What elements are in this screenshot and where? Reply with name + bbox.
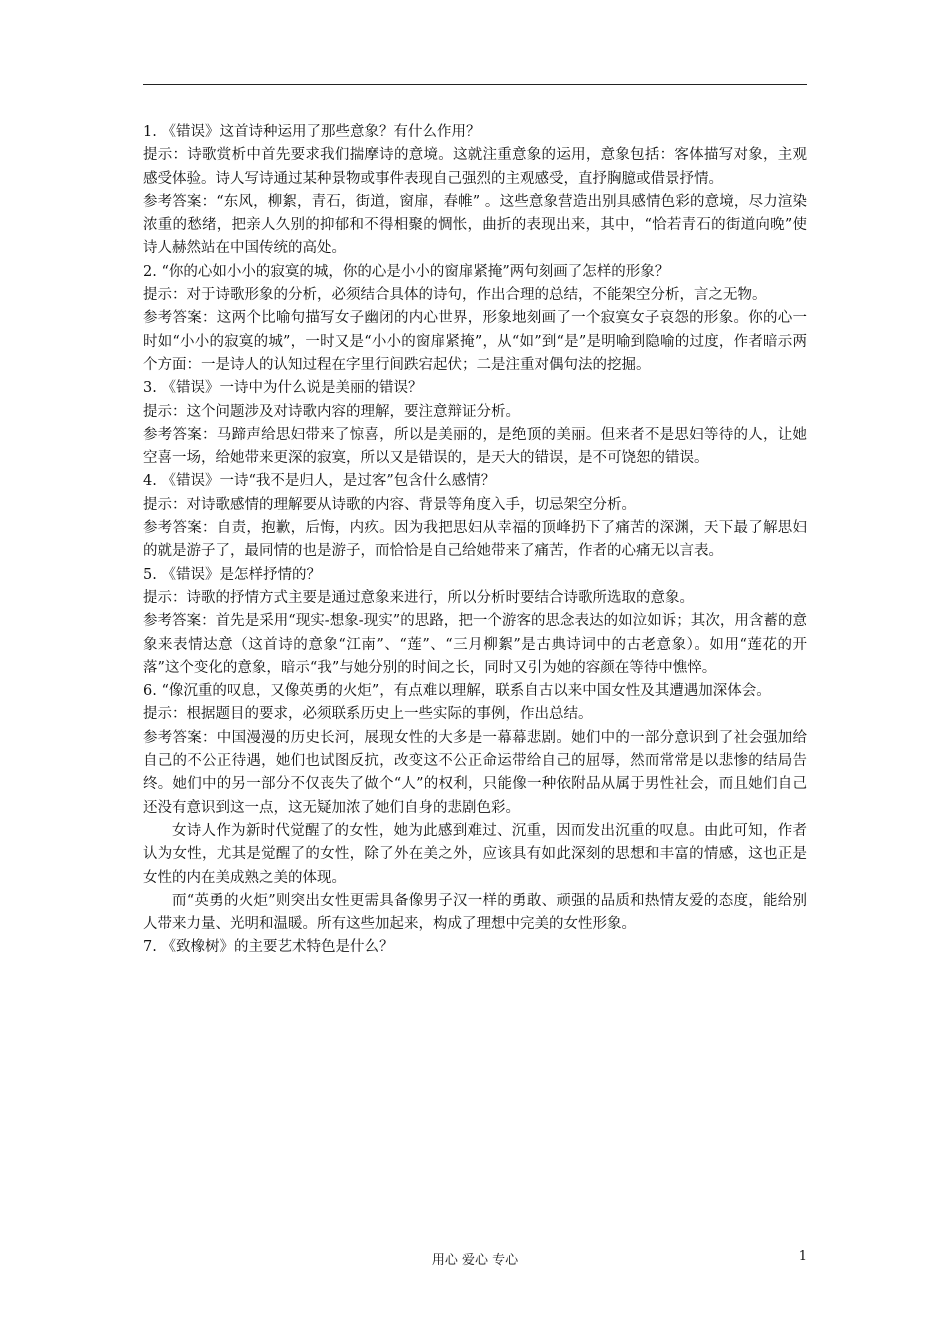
paragraph: 参考答案：自责，抱歉，后悔，内疚。因为我把思妇从幸福的顶峰扔下了痛苦的深渊，天下最了解思妇的就是游子了，最同情的也是游子，而恰恰是自己给她带来了痛苦，作者的心痛无以言表。	[143, 520, 807, 560]
paragraph: 4. 《错误》一诗“我不是归人，是过客”包含什么感情？	[143, 473, 496, 490]
paragraph: 1. 《错误》这首诗种运用了那些意象？有什么作用？	[143, 124, 481, 140]
footer-motto: 用心 爱心 专心	[431, 1253, 519, 1268]
paragraph: 参考答案：这两个比喻句描写女子幽闭的内心世界，形象地刻画了一个寂寞女子哀怨的形象。你的心一时如“小小的寂寞的城”，一时又是“小小的窗扉紧掩”，从“如”到“是”是明喻到隐喻的过度，作者暗示两个方面：一是诗人的认知过程在字里行间跌宕起伏；二是注重对偶句法的挖掘。	[143, 310, 807, 373]
paragraph: 参考答案：首先是采用“现实-想象-现实”的思路，把一个游客的思念表达的如泣如诉；其次，用含蓄的意象来表情达意（这首诗的意象“江南”、“莲”、“三月柳絮”是古典诗词中的古老意象）。如用“莲花的开落”这个变化的意象，暗示“我”与她分别的时间之长，同时又引为她的容颜在等待中憔悴。	[143, 613, 807, 676]
paragraph: 女诗人作为新时代觉醒了的女性，她为此感到难过、沉重，因而发出沉重的叹息。由此可知，作者认为女性，尤其是觉醒了的女性，除了外在美之外，应该具有如此深刻的思想和丰富的情感，这也正是女性的内在美成熟之美的体现。	[143, 822, 807, 886]
page-number: 1	[798, 1249, 807, 1264]
paragraph: 7. 《致橡树》的主要艺术特色是什么？	[143, 939, 394, 956]
paragraph: 提示：这个问题涉及对诗歌内容的理解，要注意辩证分析。	[143, 403, 520, 420]
paragraph: 提示：诗歌的抒情方式主要是通过意象来进行，所以分析时要结合诗歌所选取的意象。	[143, 589, 694, 606]
paragraph: 而“英勇的火炬”则突出女性更需具备像男子汉一样的勇敢、顽强的品质和热情友爱的态度，能给别人带来力量、光明和温暖。所有这些加起来，构成了理想中完美的女性形象。	[143, 892, 807, 933]
paragraph: 提示：对于诗歌形象的分析，必须结合具体的诗句，作出合理的总结，不能架空分析，言之无物。	[143, 287, 767, 304]
paragraph: 5. 《错误》是怎样抒情的？	[143, 566, 321, 583]
paragraph: 提示：对诗歌感情的理解要从诗歌的内容、背景等角度入手，切忌架空分析。	[143, 496, 636, 513]
paragraph: 参考答案：马蹄声给思妇带来了惊喜，所以是美丽的，是绝顶的美丽。但来者不是思妇等待的人，让她空喜一场，给她带来更深的寂寞，所以又是错误的，是天大的错误，是不可饶恕的错误。	[143, 426, 807, 467]
paragraph: 2. “你的心如小小的寂寞的城，你的心是小小的窗扉紧掩”两句刻画了怎样的形象？	[143, 263, 670, 280]
paragraph: 参考答案：中国漫漫的历史长河，展现女性的大多是一幕幕悲剧。她们中的一部分意识到了社会强加给自己的不公正待遇，她们也试图反抗，改变这不公正命运带给自己的屈辱，然而常常是以悲惨的结局告终。她们中的另一部分不仅丧失了做个“人”的权利，只能像一种依附品从属于男性社会，而且她们自己还没有意识到这一点，这无疑加浓了她们自身的悲剧色彩。	[143, 729, 807, 816]
paragraph: 3. 《错误》一诗中为什么说是美丽的错误？	[143, 380, 423, 397]
paragraph: 6. “像沉重的叹息，又像英勇的火炬”，有点难以理解，联系自古以来中国女性及其遭遇加深体会。	[143, 683, 771, 700]
paragraph: 参考答案：“东风，柳絮，青石，街道，窗扉，春帷” 。这些意象营造出别具感情色彩的意境，尽力渲染浓重的愁绪，把亲人久别的抑郁和不得相聚的惆怅，曲折的表现出来，其中，“恰若青石的街道向晚”使诗人赫然站在中国传统的高处。	[143, 193, 807, 257]
document-body	[143, 121, 807, 960]
paragraph: 提示：根据题目的要求，必须联系历史上一些实际的事例，作出总结。	[143, 706, 593, 723]
header-rule	[143, 84, 807, 85]
paragraph: 提示：诗歌赏析中首先要求我们揣摩诗的意境。这就注重意象的运用，意象包括：客体描写对象，主观感受体验。诗人写诗通过某种景物或事件表现自己强烈的主观感受，直抒胸臆或借景抒情。	[143, 147, 807, 187]
